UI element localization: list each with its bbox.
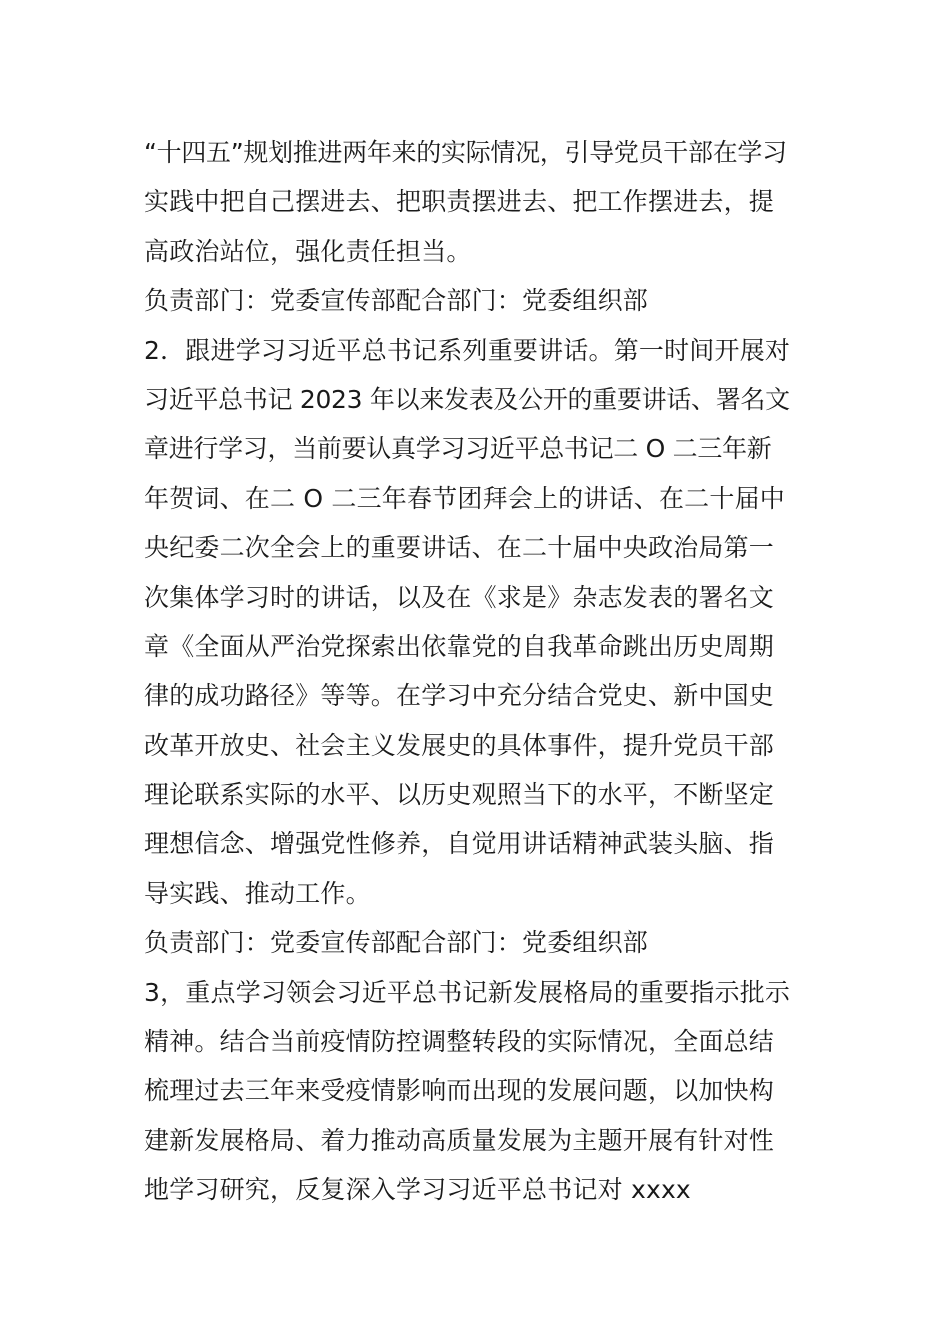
text-line: 建新发展格局、着力推动高质量发展为主题开展有针对性 <box>144 1125 775 1155</box>
text-line: 改革开放史、社会主义发展史的具体事件，提升党员干部 <box>144 730 775 760</box>
responsible-department-line: 负责部门：党委宣传部配合部门：党委组织部 <box>144 928 649 958</box>
document-body <box>144 128 824 1215</box>
text-line: 理想信念、增强党性修养，自觉用讲话精神武装头脑、指 <box>144 829 775 859</box>
text-line: 理论联系实际的水平、以历史观照当下的水平，不断坚定 <box>144 780 775 810</box>
section-heading-2: 2．跟进学习习近平总书记系列重要讲话。第一时间开展对 <box>144 335 791 365</box>
text-line: “十四五”规划推进两年来的实际情况，引导党员干部在学习 <box>144 138 787 167</box>
text-line: 导实践、推动工作。 <box>144 878 371 908</box>
text-line: 次集体学习时的讲话，以及在《求是》杂志发表的署名文 <box>144 582 775 612</box>
text-line: 章《全面从严治党探索出依靠党的自我革命跳出历史周期 <box>144 631 775 661</box>
text-line: 律的成功路径》等等。在学习中充分结合党史、新中国史 <box>144 681 775 711</box>
responsible-department-line: 负责部门：党委宣传部配合部门：党委组织部 <box>144 286 649 316</box>
text-line: 章进行学习，当前要认真学习习近平总书记二 O 二三年新 <box>144 434 772 464</box>
text-line: 习近平总书记 2023 年以来发表及公开的重要讲话、署名文 <box>144 384 790 414</box>
section-heading-3: 3，重点学习领会习近平总书记新发展格局的重要指示批示 <box>144 977 791 1007</box>
text-line: 央纪委二次全会上的重要讲话、在二十届中央政治局第一 <box>144 533 775 563</box>
text-line: 精神。结合当前疫情防控调整转段的实际情况，全面总结 <box>144 1027 775 1057</box>
text-line: 实践中把自己摆进去、把职责摆进去、把工作摆进去，提 <box>144 187 775 217</box>
text-line: 梳理过去三年来受疫情影响而出现的发展问题，以加快构 <box>144 1076 775 1106</box>
text-line: 年贺词、在二 O 二三年春节团拜会上的讲话、在二十届中 <box>144 483 785 513</box>
text-line: 地学习研究，反复深入学习习近平总书记对 xxxx <box>144 1175 691 1205</box>
text-line: 高政治站位，强化责任担当。 <box>144 236 472 266</box>
